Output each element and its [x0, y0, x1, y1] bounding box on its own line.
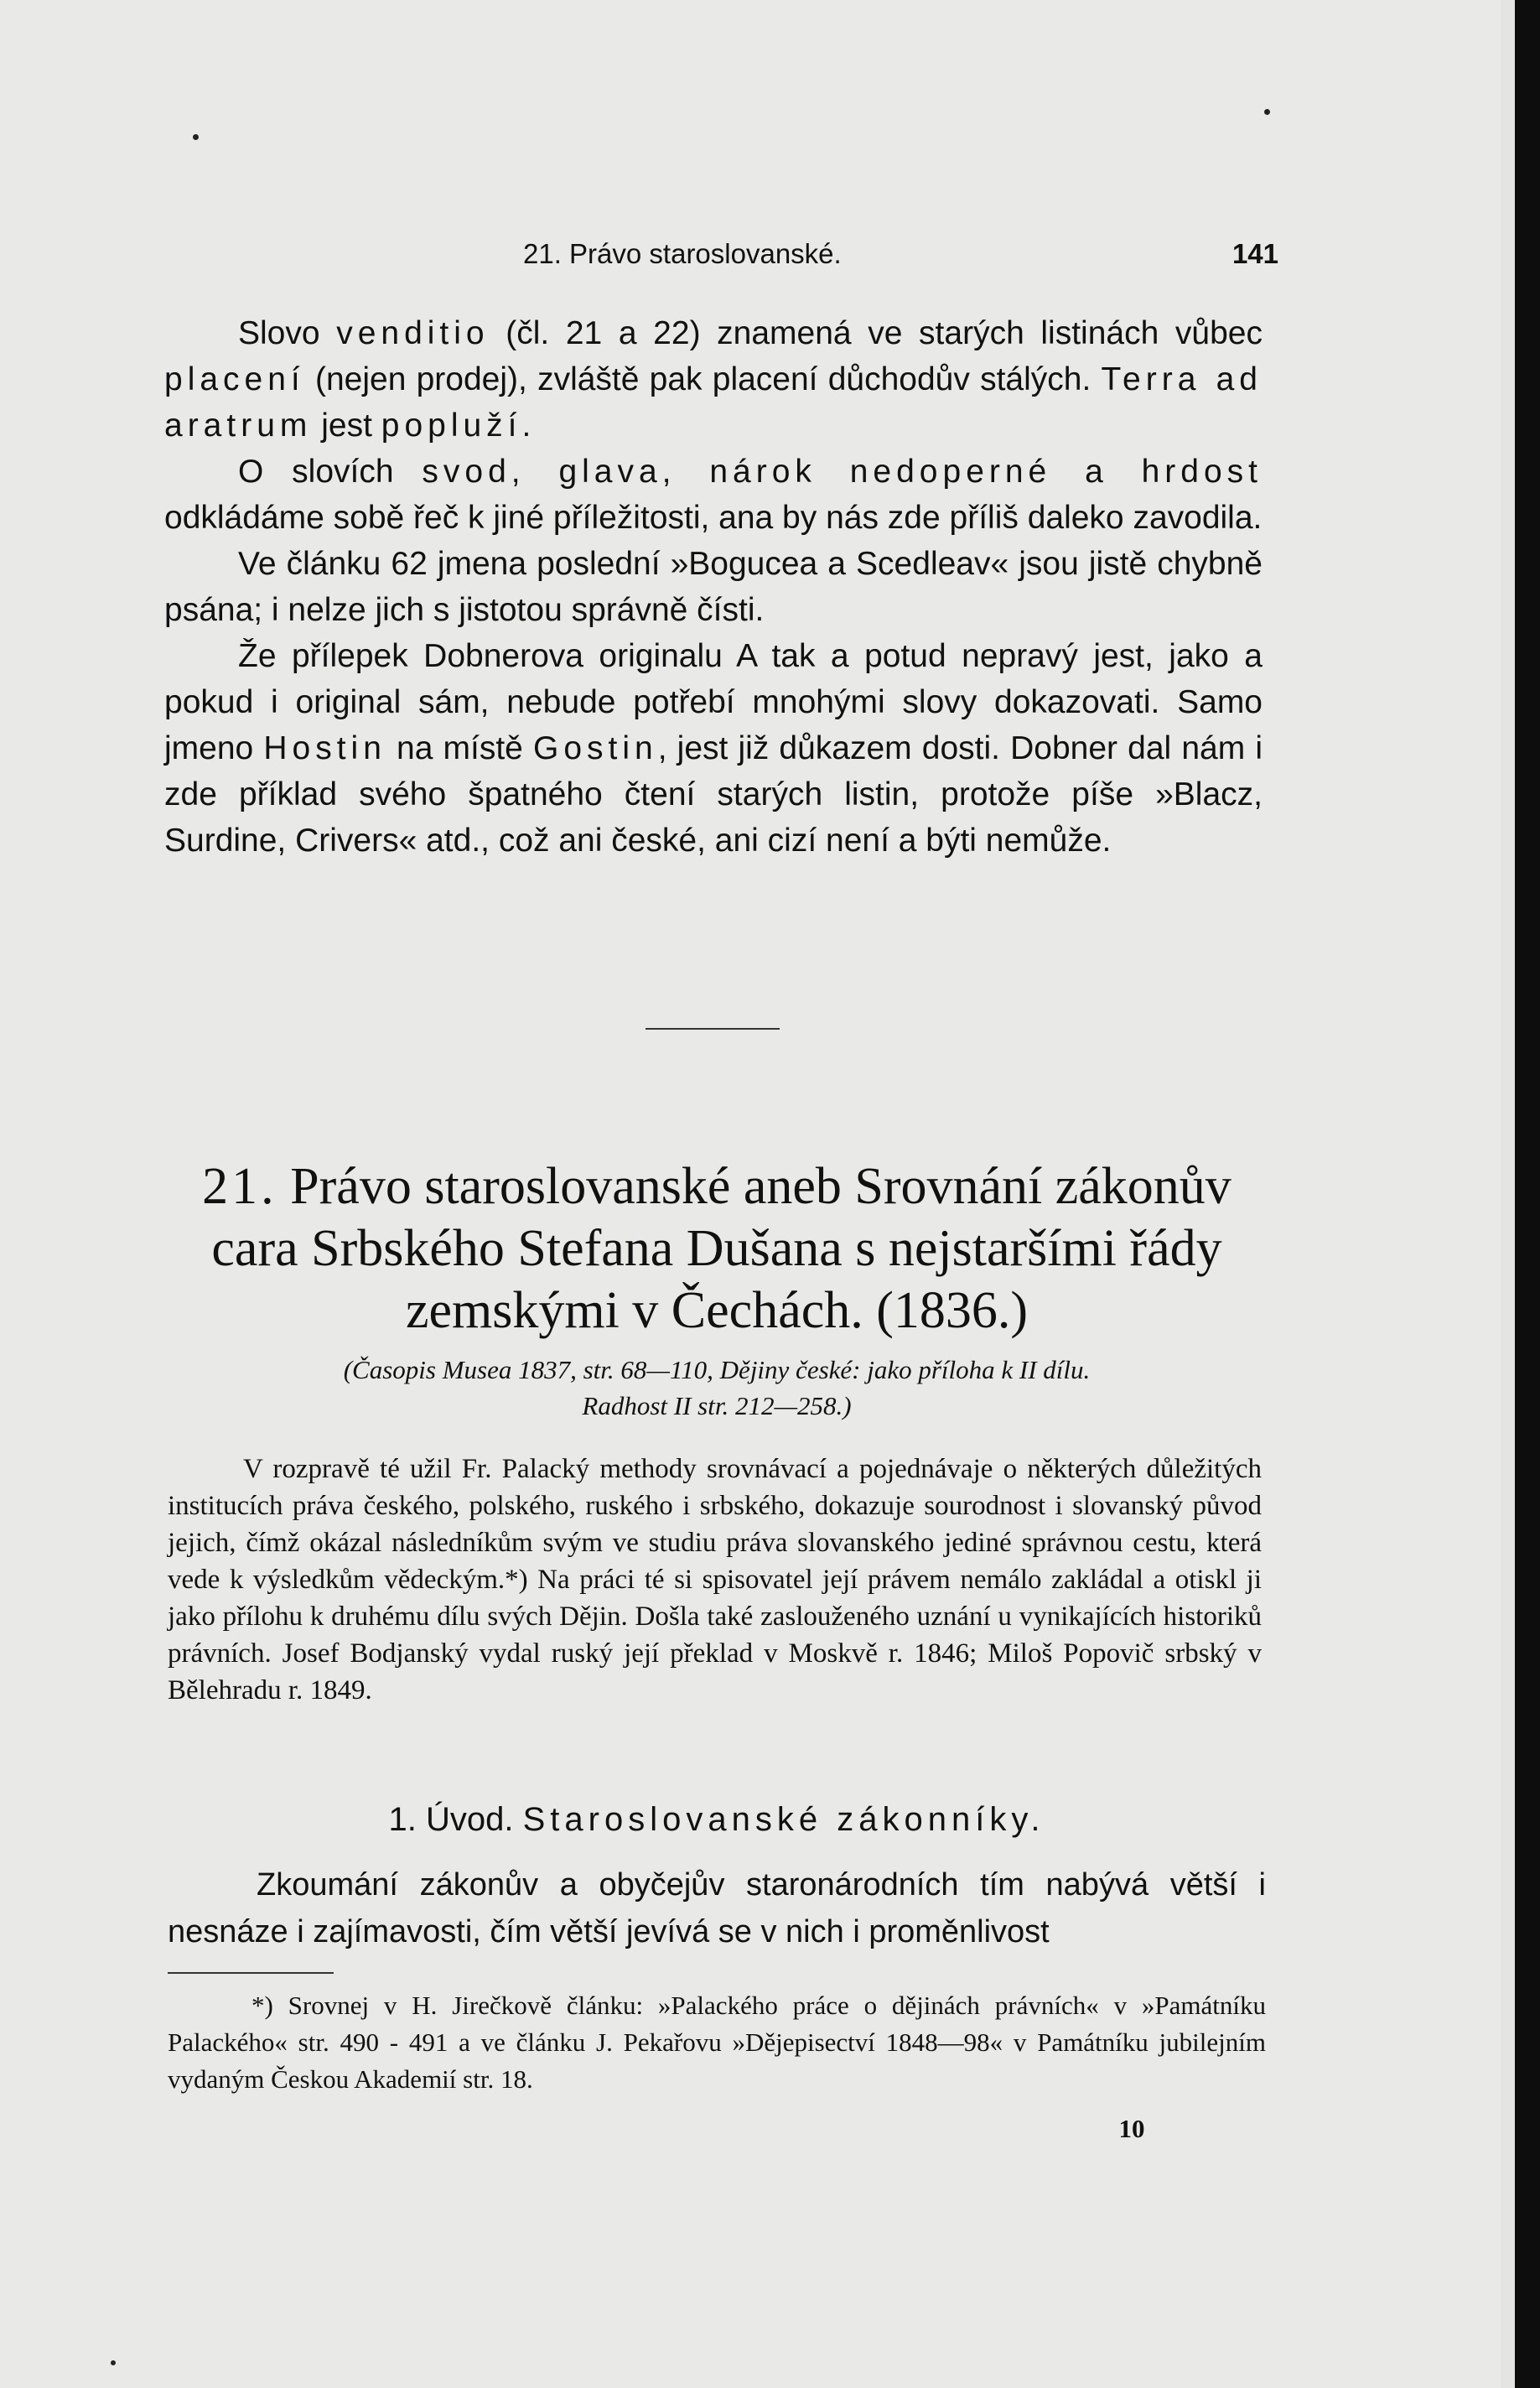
paragraph: Zkoumání zákonův a obyčejův staronárodních tím nabývá větší i nesnáze i zajímavosti, čím větší jevívá se v nich i proměnlivost: [168, 1867, 1266, 1949]
speck-mark: [111, 2360, 116, 2365]
subsection-heading: 1. Úvod. Staroslovanské zákonníky.: [388, 1801, 1045, 1838]
chapter-intro: [168, 1451, 1262, 1709]
speck-mark: [1264, 109, 1270, 115]
page-number: 141: [1231, 238, 1278, 269]
source-line: Radhost II str. 212—258.): [582, 1391, 852, 1420]
paragraph: Slovo venditio (čl. 21 a 22) znamená ve starých listinách vůbec placení (nejen prodej), zvláště pak placení důchodův stálých. Terra ad aratrum jest popluží.: [164, 315, 1263, 444]
footnote-rule: [168, 1972, 334, 1974]
paragraph: V rozpravě té užil Fr. Palacký methody srovnávací a pojednávaje o některých důležitých institucích práva českého, polského, ruského i srbského, dokazuje sourodnost i slovanský původ jejich, čímž okázal následníkům svým ve studiu práva slovanského jediné správnou cestu, která vede k výsledkům vědeckým.*) Na práci té si spisovatel její právem nemálo zakládal a otiskl ji jako přílohu k druhému dílu svých Dějin. Došla také zaslouženého uznání u vynikajících historiků právních. Josef Bodjanský vydal ruský její překlad v Moskvě r. 1846; Miloš Popovič srbský v Bělehradu r. 1849.: [168, 1454, 1262, 1705]
subsection-text: [168, 1861, 1266, 1955]
running-header: [168, 238, 1278, 280]
speck-mark: [193, 134, 199, 140]
source-line: (Časopis Musea 1837, str. 68—110, Dějiny české: jako příloha k II dílu.: [343, 1355, 1091, 1384]
chapter-source: [163, 1352, 1270, 1424]
footnote: [168, 1987, 1266, 2098]
signature-mark: 10: [1118, 2114, 1145, 2143]
footnote-text: *) Srovnej v H. Jirečkově článku: »Palackého práce o dějinách právních« v »Památníku Palackého« str. 490 - 491 a ve článku J. Pekařovu »Dějepisectví 1848—98« v Památníku jubilejním vydaným Českou Akademií str. 18.: [168, 1991, 1266, 2094]
paragraph: Že přílepek Dobnerova originalu A tak a potud nepravý jest, jako a pokud i original sám, nebude potřebí mnohými slovy dokazovati. Samo jmeno Hostin na místě Gostin, jest již důkazem dosti. Dobner dal nám i zde příklad svého špatného čtení starých listin, protože píše »Blacz, Surdine, Crivers« atd., což ani české, ani cizí není a býti nemůže.: [164, 638, 1263, 859]
chapter-title: 21. Právo staroslovanské aneb Srovnání zákonův cara Srbského Stefana Dušana s nejstaršími řády zemskými v Čechách. (1836.): [202, 1158, 1231, 1339]
previous-section-text: [164, 310, 1263, 864]
page-edge: [1515, 0, 1540, 2388]
paragraph: O slovích svod, glava, nárok nedoperné a hrdost odkládáme sobě řeč k jiné příležitosti, ana by nás zde příliš daleko zavodila.: [164, 454, 1263, 536]
paragraph: Ve článku 62 jmena poslední »Bogucea a Scedleav« jsou jistě chybně psána; i nelze jich s jistotou správně čísti.: [164, 546, 1263, 628]
section-divider: [646, 1028, 780, 1030]
running-title: 21. Právo staroslovanské.: [523, 238, 842, 269]
